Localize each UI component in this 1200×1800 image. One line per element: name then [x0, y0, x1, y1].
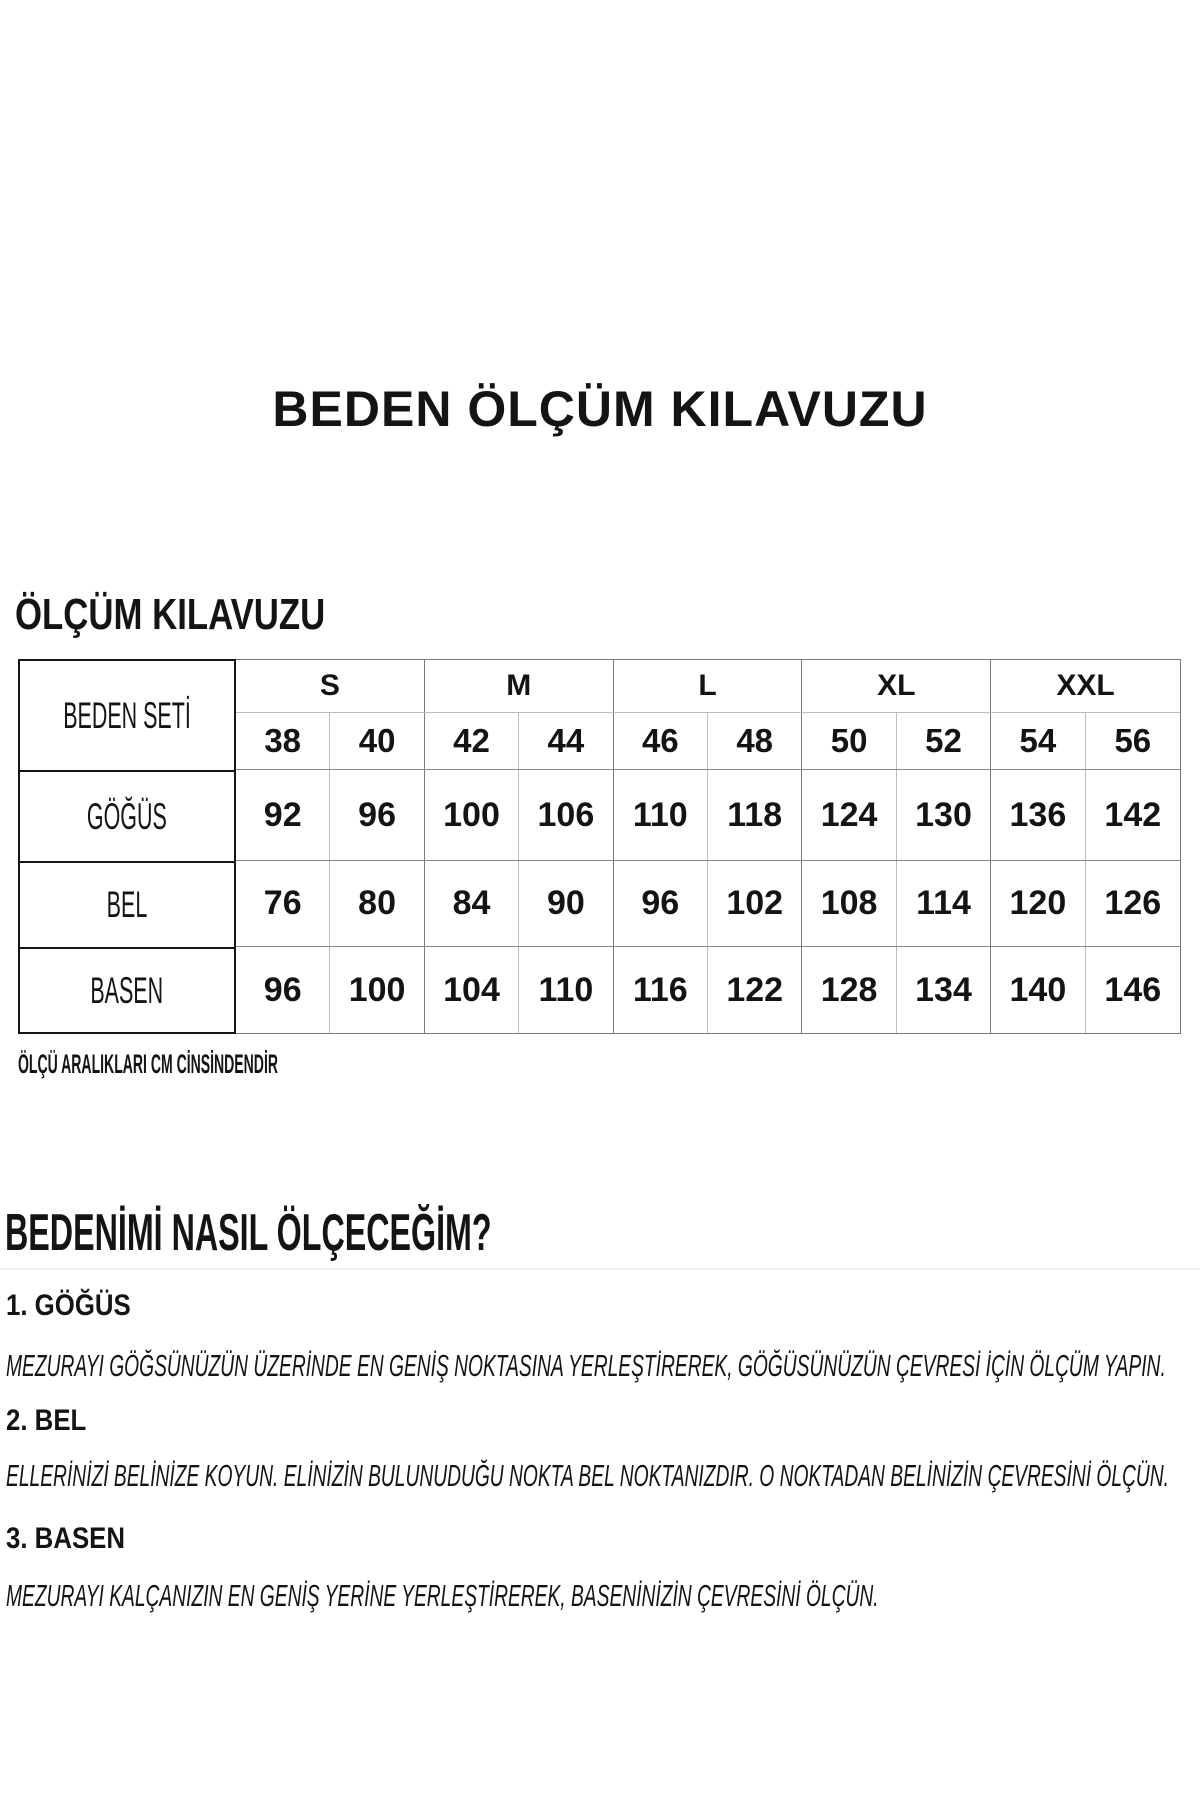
hips-value-cell: 110 — [519, 947, 613, 1033]
waist-value-cell: 96 — [614, 861, 708, 946]
units-note: ÖLÇÜ ARALIKLARI CM CİNSİNDENDİR — [18, 1049, 278, 1079]
hips-value-cell: 96 — [236, 947, 330, 1033]
waist-value-cell: 114 — [897, 861, 991, 946]
size-number-cell: 46 — [614, 713, 708, 769]
row-label-hips: BASEN — [20, 947, 234, 1032]
size-group-row — [236, 660, 1180, 713]
size-number-row — [236, 713, 1180, 769]
size-set-label: BEDEN SETİ — [63, 694, 191, 736]
size-number-cell: 38 — [236, 713, 330, 769]
size-group-cell: XXL — [1056, 669, 1115, 702]
chest-value-cell: 110 — [614, 770, 708, 860]
waist-value-cell: 120 — [991, 861, 1085, 946]
step-title-hips: 3. BASEN — [6, 1522, 126, 1555]
step-title-chest: 1. GÖĞÜS — [6, 1289, 131, 1322]
size-number-cell: 40 — [330, 713, 424, 769]
size-table — [18, 659, 1181, 1034]
waist-value-cell: 108 — [802, 861, 896, 946]
size-group-cell: S — [236, 660, 425, 712]
hips-value-cell: 100 — [330, 947, 424, 1033]
chest-value-cell: 96 — [330, 770, 424, 860]
size-number-cell: 52 — [897, 713, 991, 769]
hips-value-cell: 104 — [425, 947, 519, 1033]
size-table-data — [236, 659, 1181, 1034]
size-group-cell: L — [614, 660, 803, 712]
row-label-waist: BEL — [20, 861, 234, 947]
chest-value-cell: 136 — [991, 770, 1085, 860]
page-title: BEDEN ÖLÇÜM KILAVUZU — [272, 381, 928, 437]
waist-values-row — [236, 860, 1180, 946]
step-title-waist: 2. BEL — [6, 1404, 87, 1437]
size-number-cell: 42 — [425, 713, 519, 769]
size-number-cell: 56 — [1114, 722, 1152, 759]
size-number-cell: 50 — [802, 713, 896, 769]
waist-value-cell: 80 — [330, 861, 424, 946]
waist-value-cell: 126 — [1104, 884, 1162, 922]
hips-value-cell: 128 — [802, 947, 896, 1033]
step-text-waist: ELLERİNİZİ BELİNİZE KOYUN. ELİNİZİN BULUNUDUĞU NOKTA BEL NOKTANIZDIR. O NOKTADAN BELİNİZİN ÇEVRESİNİ ÖLÇÜN. — [6, 1458, 1170, 1493]
chest-value-cell: 124 — [802, 770, 896, 860]
waist-value-cell: 102 — [708, 861, 802, 946]
chest-value-cell: 100 — [425, 770, 519, 860]
chest-values-row — [236, 769, 1180, 860]
size-table-label-column — [18, 659, 236, 1034]
hips-value-cell: 116 — [614, 947, 708, 1033]
chest-value-cell: 142 — [1104, 795, 1162, 834]
hips-value-cell: 146 — [1104, 970, 1162, 1009]
measure-guide-heading: ÖLÇÜM KILAVUZU — [15, 590, 326, 639]
size-group-cell: XL — [802, 660, 991, 712]
hips-value-cell: 122 — [708, 947, 802, 1033]
section-divider — [0, 1268, 1200, 1270]
row-label-chest: GÖĞÜS — [20, 770, 234, 861]
waist-value-cell: 84 — [425, 861, 519, 946]
size-set-header-cell — [20, 661, 234, 770]
hips-value-cell: 134 — [897, 947, 991, 1033]
chest-value-cell: 106 — [519, 770, 613, 860]
step-text-chest: MEZURAYI GÖĞSÜNÜZÜN ÜZERİNDE EN GENİŞ NOKTASINA YERLEŞTİREREK, GÖĞÜSÜNÜZÜN ÇEVRESİ İÇİN ÖLÇÜM YAPIN. — [6, 1348, 1166, 1383]
hips-value-cell: 140 — [991, 947, 1085, 1033]
size-number-cell: 54 — [991, 713, 1085, 769]
size-number-cell: 48 — [708, 713, 802, 769]
size-number-cell: 44 — [519, 713, 613, 769]
waist-value-cell: 90 — [519, 861, 613, 946]
how-to-heading: BEDENİMİ NASIL ÖLÇECEĞİM? — [5, 1204, 492, 1262]
chest-value-cell: 92 — [236, 770, 330, 860]
size-group-cell: M — [425, 660, 614, 712]
step-text-hips: MEZURAYI KALÇANIZIN EN GENİŞ YERİNE YERLEŞTİREREK, BASENİNİZİN ÇEVRESİNİ ÖLÇÜN. — [6, 1578, 879, 1613]
waist-value-cell: 76 — [236, 861, 330, 946]
hips-values-row — [236, 946, 1180, 1033]
chest-value-cell: 130 — [897, 770, 991, 860]
chest-value-cell: 118 — [708, 770, 802, 860]
